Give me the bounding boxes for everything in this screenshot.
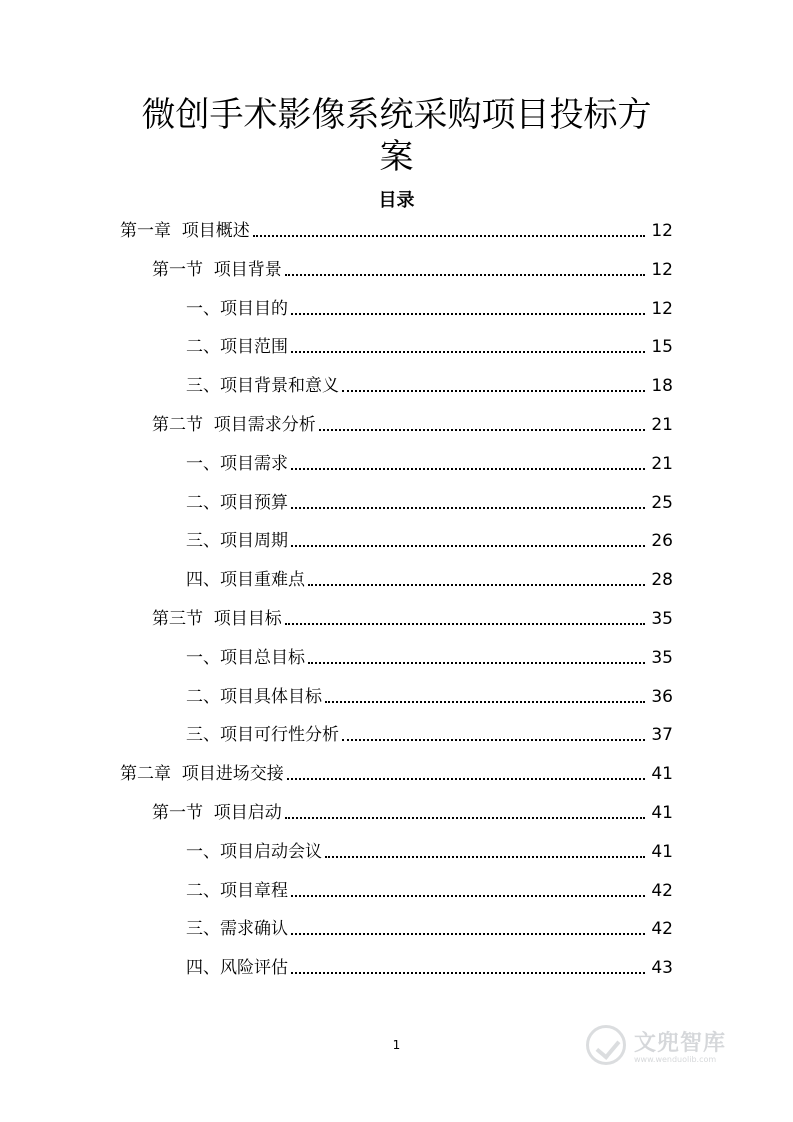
toc-entry-page: 15 — [651, 337, 673, 358]
toc-entry-label: 三、项目背景和意义 — [186, 376, 339, 397]
toc-entry-label: 三、项目周期 — [186, 531, 288, 552]
toc-leader-dots — [291, 313, 645, 315]
toc-entry-label: 一、项目目的 — [186, 298, 288, 319]
checkmark-circle-icon — [586, 1025, 626, 1065]
toc-leader-dots — [291, 895, 645, 897]
toc-leader-dots — [291, 545, 645, 547]
toc-entry-label: 二、项目预算 — [186, 492, 288, 513]
toc-entry-page: 36 — [651, 686, 673, 707]
toc-entry-label: 一、项目总目标 — [186, 647, 305, 668]
toc-entry-label: 第二章 项目进场交接 — [120, 764, 284, 785]
toc-entry-page: 21 — [651, 453, 673, 474]
toc-leader-dots — [291, 507, 645, 509]
toc-entry-label: 第一节 项目启动 — [152, 803, 282, 823]
toc-entry-page: 41 — [651, 764, 673, 785]
toc-entry[interactable] — [186, 878, 673, 902]
toc-entry[interactable] — [152, 606, 673, 630]
toc-entry-page: 12 — [651, 298, 673, 319]
toc-leader-dots — [253, 235, 645, 237]
toc-entry[interactable] — [186, 373, 673, 397]
toc-entry-label: 四、风险评估 — [186, 958, 288, 979]
toc-leader-dots — [285, 817, 645, 819]
toc-leader-dots — [285, 274, 645, 276]
toc-entry-label: 二、项目范围 — [186, 337, 288, 358]
toc-entry-page: 12 — [651, 221, 673, 241]
toc-leader-dots — [285, 623, 645, 625]
toc-entry-page: 43 — [651, 958, 673, 979]
toc-leader-dots — [325, 856, 645, 858]
toc-entry-label: 三、需求确认 — [186, 919, 288, 940]
toc-entry-page: 37 — [651, 725, 673, 746]
toc-entry[interactable] — [120, 761, 673, 785]
toc-leader-dots — [287, 778, 645, 780]
toc-leader-dots — [308, 662, 645, 664]
toc-leader-dots — [342, 390, 645, 392]
toc-entry-label: 二、项目具体目标 — [186, 686, 322, 707]
toc-entry-label: 第一节 项目背景 — [152, 259, 282, 280]
toc-entry[interactable] — [120, 218, 673, 242]
toc-leader-dots — [291, 972, 645, 974]
watermark — [586, 1020, 766, 1070]
toc-leader-dots — [291, 351, 645, 353]
toc-entry-label: 一、项目启动会议 — [186, 841, 322, 862]
document-title-line1: 微创手术影像系统采购项目投标方 — [141, 95, 652, 135]
toc-entry-page: 41 — [651, 841, 673, 862]
toc-entry-page: 42 — [651, 880, 673, 901]
page-number: 1 — [392, 1038, 401, 1052]
toc-leader-dots — [308, 584, 645, 586]
toc-entry-page: 35 — [651, 647, 673, 668]
toc-entry-label: 第二节 项目需求分析 — [152, 415, 316, 435]
toc-entry[interactable] — [186, 645, 673, 669]
toc-entry-label: 二、项目章程 — [186, 880, 288, 901]
toc-entry-page: 21 — [651, 415, 673, 435]
toc-entry-label: 第一章 项目概述 — [120, 221, 250, 241]
watermark-subtext: www.wenduolib.com — [634, 1055, 717, 1064]
toc-entry-page: 28 — [651, 570, 673, 591]
toc-entry-label: 四、项目重难点 — [186, 570, 305, 591]
toc-entry-page: 26 — [651, 531, 673, 552]
toc-entry[interactable] — [186, 916, 673, 940]
toc-entry[interactable] — [152, 412, 673, 436]
toc-entry[interactable] — [186, 684, 673, 708]
toc-entry[interactable] — [186, 722, 673, 746]
toc-leader-dots — [291, 933, 645, 935]
toc-entry-page: 35 — [651, 609, 673, 629]
toc-entry[interactable] — [186, 528, 673, 552]
toc-entry-label: 三、项目可行性分析 — [186, 725, 339, 746]
toc-entry-page: 42 — [651, 919, 673, 940]
toc-leader-dots — [319, 429, 645, 431]
toc-entry-label: 一、项目需求 — [186, 453, 288, 474]
toc-entry[interactable] — [186, 839, 673, 863]
toc-entry[interactable] — [186, 334, 673, 358]
document-title — [0, 94, 793, 178]
toc-leader-dots — [342, 739, 645, 741]
toc-entry[interactable] — [186, 451, 673, 475]
toc-leader-dots — [291, 468, 645, 470]
document-title-line2: 案 — [379, 137, 414, 177]
toc-entry-page: 12 — [651, 259, 673, 280]
toc-entry[interactable] — [186, 955, 673, 979]
toc-entry[interactable] — [152, 800, 673, 824]
toc-entry-label: 第三节 项目目标 — [152, 609, 282, 629]
toc-entry[interactable] — [152, 257, 673, 281]
toc-entry-page: 25 — [651, 492, 673, 513]
watermark-text: 文兜智库 — [634, 1031, 727, 1056]
toc-entry[interactable] — [186, 296, 673, 320]
toc-entry-page: 41 — [651, 803, 673, 823]
toc-entry[interactable] — [186, 567, 673, 591]
toc-heading: 目录 — [378, 190, 415, 211]
toc-leader-dots — [325, 701, 645, 703]
toc-entry[interactable] — [186, 490, 673, 514]
toc-entry-page: 18 — [651, 376, 673, 397]
